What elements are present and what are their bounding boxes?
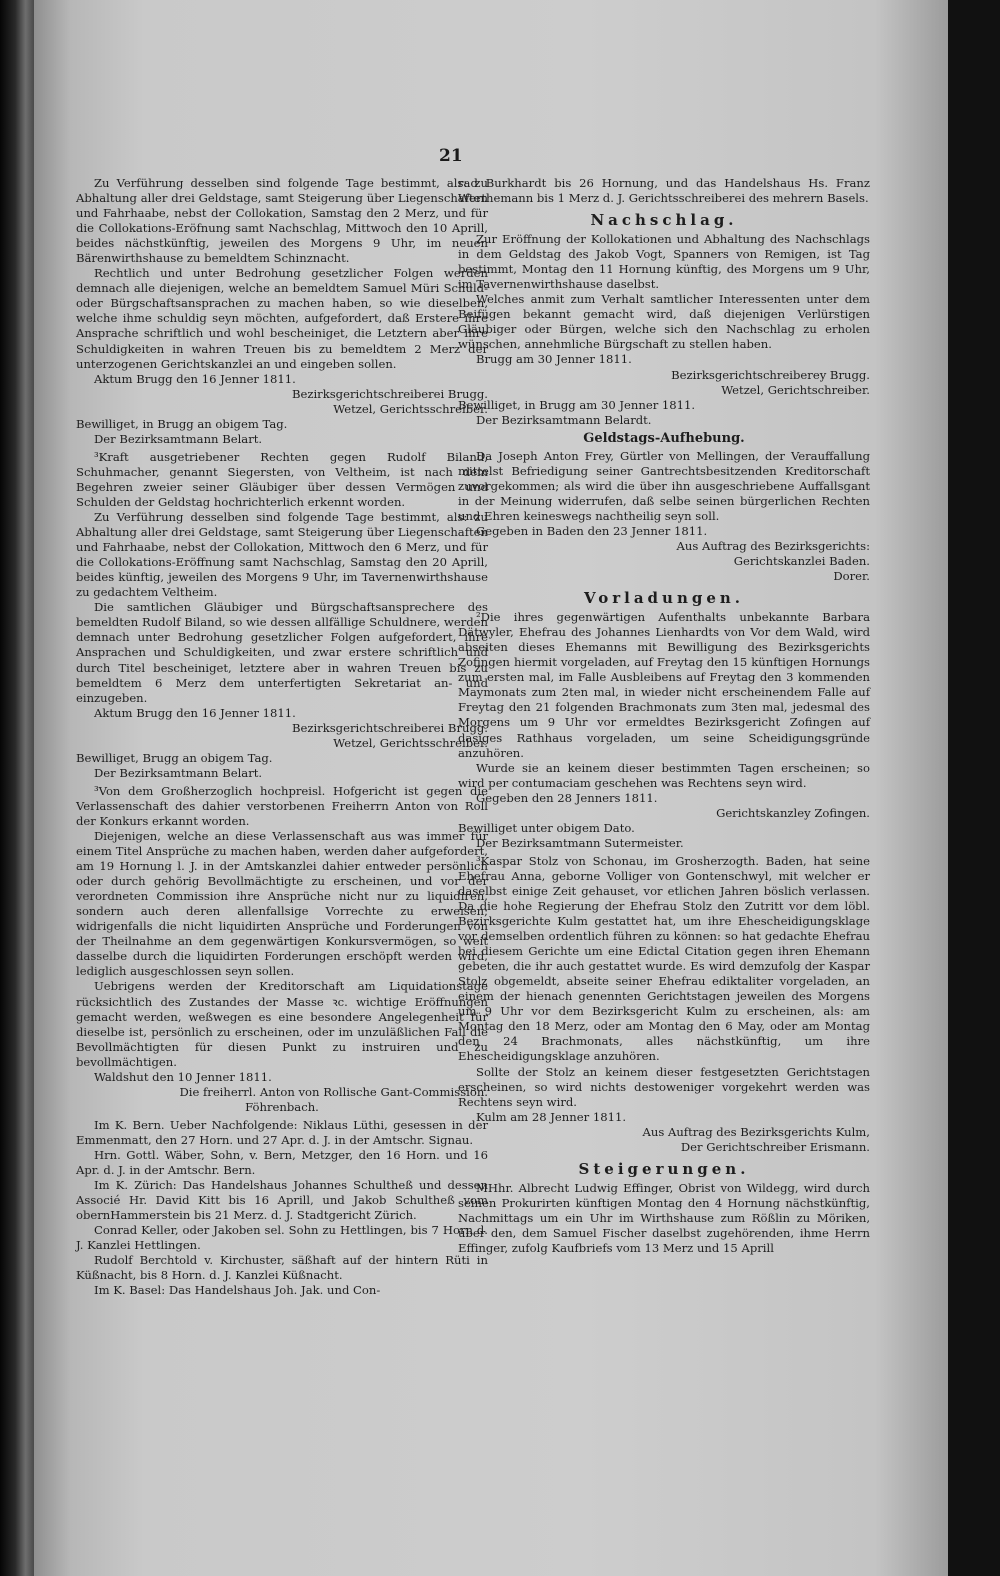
signature-line: Gerichtskanzley Zofingen. (716, 805, 870, 820)
date-line: Brugg am 30 Jenner 1811. (476, 352, 632, 367)
signature-line: Aus Auftrag des Bezirksgerichts Kulm, (642, 1124, 870, 1139)
paragraph: Die samtlichen Gläubiger und Bürgschaftsansprechere des bemeldten Rudolf Biland, so wie dessen allfällige Schuldnere, werden demnach unter Bedrohung gesetzlicher Folgen aufgefordert, ihre Ansprachen und Schuldigkeiten, und zwar erstere schriftlich und durch Titel bescheiniget, letztere aber in wahren Treuen bis zu bemeldtem 6 Merz dem unterfertigten Sekretariat an- und einzugeben. (76, 600, 488, 705)
signature-line: Bezirksgerichtschreiberei Brugg. (291, 386, 488, 401)
paragraph: ³Kraft ausgetriebener Rechten gegen Rudolf Biland, Schuhmacher, genannt Siegersten, von Veltheim, ist nach dem Begehren zweier seiner Gläubiger über dessen Vermögen und Schulden der Geldstag hochrichterlich erkennt worden. (76, 449, 488, 509)
paragraph: Zu Verführung desselben sind folgende Tage bestimmt, als: zu Abhaltung aller drei Geldstage, samt Steigerung über Liegenschaften und Fahrhaabe, nebst der Collokation, Samstag den 2 Merz, und für die Collokations-Eröfnung samt Nachschlag, Mittwoch den 10 Aprill, beides nächstkünftig, jeweilen des Morgens 9 Uhr, im neuen Bärenwirthshause zu bemeldtem Schinznacht. (76, 176, 488, 266)
signature-line: Die freiherrl. Anton von Rollische Gant-Commission. (179, 1084, 488, 1099)
notice-entry: Im K. Bern. Ueber Nachfolgende: Niklaus Lüthi, gesessen in der Emmenmatt, den 27 Horn. und 27 Apr. d. J. in der Amtschr. Signau. (76, 1117, 488, 1147)
scan-left-edge (0, 0, 34, 1576)
paragraph: Diejenigen, welche an diese Verlassenschaft aus was immer für einem Titel Ansprüche zu machen haben, werden daher aufgefordert, am 19 Hornung l. J. in der Amtskanzlei dahier entweder persönlich oder durch gehörig Bevollmächtigte zu erscheinen, und vor der verordneten Commission ihre Ansprüche nicht nur zu liquidiren, sondern auch deren allenfallsige Vorrechte zu erweisen; widrigenfalls die nicht liquidirten Ansprüche und Forderungen von der Theilnahme an dem gegenwärtigen Konkursvermögen, so weit dasselbe durch die liquidirten Forderungen erschöpft werden wird, lediglich ausgeschlossen seyn sollen. (76, 829, 488, 979)
section-heading-nachschlag: Nachschlag. (590, 211, 738, 230)
signature-line: Wetzel, Gerichtsschreiber. (333, 735, 488, 750)
left-column (76, 176, 488, 1298)
date-line: Kulm am 28 Jenner 1811. (476, 1109, 627, 1124)
page-number: 21 (439, 146, 463, 166)
approval-line: Bewilliget, Brugg an obigem Tag. (76, 750, 273, 765)
date-line: Gegeben den 28 Jenners 1811. (476, 790, 658, 805)
notice-entry: Im K. Zürich: Das Handelshaus Johannes Schultheß und dessen Associé Hr. David Kitt bis 16 Aprill, und Jakob Schultheß vom obernHammerstein bis 21 Merz. d. J. Stadtgericht Zürich. (76, 1178, 488, 1223)
date-line: Gegeben in Baden den 23 Jenner 1811. (476, 523, 708, 538)
paragraph: Uebrigens werden der Kreditorschaft am Liquidationstage rücksichtlich des Zustandes der Masse ꝛc. wichtige Eröffnungen gemacht werden, weßwegen es eine besondere Angelegenheit für dieselbe ist, persönlich zu erscheinen, oder im unzuläßlichen Fall die Bevollmächtigten für diesen Punkt zu instruiren und zu bevollmächtigen. (76, 979, 488, 1069)
paragraph: ³Von dem Großherzoglich hochpreisl. Hofgericht ist gegen die Verlassenschaft des dahier verstorbenen Freiherrn Anton von Roll der Konkurs erkannt worden. (76, 783, 488, 828)
approval-line: Bewilliget unter obigem Dato. (458, 820, 635, 835)
signature-line: Föhrenbach. (245, 1099, 319, 1114)
signature-line: Bezirksgerichtschreiberei Brugg. (291, 720, 488, 735)
section-heading-steigerungen: Steigerungen. (578, 1159, 750, 1178)
signature-line: Wetzel, Gerichtschreiber. (721, 382, 870, 397)
section-heading-vorladungen: Vorladungen. (583, 589, 745, 608)
signature-line: Der Bezirksamtmann Belart. (94, 765, 263, 780)
approval-line: Bewilliget, in Brugg an obigem Tag. (76, 416, 288, 431)
paragraph: rad Burkhardt bis 26 Hornung, und das Handelshaus Hs. Franz Werthemann bis 1 Merz d. J. Gerichtsschreiberei des mehrern Basels. (458, 176, 870, 206)
paragraph: Wurde sie an keinem dieser bestimmten Tagen erscheinen; so wird per contumaciam geschehen was Rechtens seyn wird. (458, 760, 870, 790)
signature-line: Der Bezirksamtmann Belardt. (476, 412, 652, 427)
signature-line: Der Bezirksamtmann Sutermeister. (476, 835, 684, 850)
paragraph: Da Joseph Anton Frey, Gürtler von Mellingen, der Verauffallung mittelst Befriedigung seiner Gantrechtsbesitzenden Kreditorschaft zuvorgekommen; als wird die über ihn ausgeschriebene Auffallsgant in der Meinung widerrufen, daß selbe seinen bürgerlichen Rechten und Ehren keineswegs nachtheilig seyn soll. (458, 448, 870, 523)
signature-line: Der Bezirksamtmann Belart. (94, 431, 263, 446)
approval-line: Bewilliget, in Brugg am 30 Jenner 1811. (458, 397, 696, 412)
signature-line: Aus Auftrag des Bezirksgerichts: (676, 538, 870, 553)
signature-line: Wetzel, Gerichtsschreiber. (333, 401, 488, 416)
signature-line: Der Gerichtschreiber Erismann. (680, 1139, 870, 1154)
paragraph: ³Kaspar Stolz von Schonau, im Grosherzogth. Baden, hat seine Ehefrau Anna, geborne Volliger von Gontenschwyl, mit welcher er daselbst einige Zeit gehauset, vor etlichen Jahren böslich verlassen. Da die hohe Regierung der Ehefrau Stolz den Zutritt vor dem löbl. Bezirksgerichte Kulm gestattet hat, um ihre Ehescheidigungsklage vor demselben ordentlich führen zu können: so hat gedachte Ehefrau bei diesem Gerichte um eine Edictal Citation gegen ihren Ehemann gebeten, die ihr auch gestattet wurde. Es wird demzufolg der Kaspar Stolz obgemeldt, abseite seiner Ehefrau ediktaliter vorgeladen, an einem der hienach genennten Gerichtstagen jeweilen des Morgens um 9 Uhr vor dem Bezirksgericht Kulm zu erscheinen, als: am Montag den 18 Merz, oder am Montag den 6 May, oder am Montag den 24 Brachmonats, alles nächstkünftig, um ihre Ehescheidigungsklage anzuhören. (458, 853, 870, 1064)
notice-entry: Rudolf Berchtold v. Kirchuster, säßhaft auf der hintern Rüti in Küßnacht, bis 8 Horn. d. J. Kanzlei Küßnacht. (76, 1253, 488, 1283)
right-column (458, 176, 870, 1256)
paragraph: Zur Eröffnung der Kollokationen und Abhaltung des Nachschlags in dem Geldstag des Jakob Vogt, Spanners von Remigen, ist Tag bestimmt, Montag den 11 Hornung künftig, des Morgens um 9 Uhr, im Tavernenwirthshause daselbst. (458, 232, 870, 292)
newspaper-page (34, 0, 948, 1576)
date-line: Waldshut den 10 Jenner 1811. (94, 1069, 272, 1084)
notice-entry: Conrad Keller, oder Jakoben sel. Sohn zu Hettlingen, bis 7 Horn d. J. Kanzlei Hettlingen. (76, 1223, 488, 1253)
paragraph: Zu Verführung desselben sind folgende Tage bestimmt, als: zu Abhaltung aller drei Geldstage, samt Steigerung über Liegenschaften und Fahrhaabe, nebst der Collokation, Mittwoch den 6 Merz, und für die Collokations-Eröffnung samt Nachschlag, Samstag den 20 Aprill, beides künftig, jeweilen des Morgens 9 Uhr, im Tavernenwirthshause zu gedachtem Veltheim. (76, 510, 488, 600)
signature-line: Gerichtskanzlei Baden. (733, 554, 870, 569)
paragraph: Sollte der Stolz an keinem dieser festgesetzten Gerichtstagen erscheinen, so wird nichts destoweniger vorgekehrt werden was Rechtens seyn wird. (458, 1064, 870, 1109)
paragraph: ²Die ihres gegenwärtigen Aufenthalts unbekannte Barbara Dätwyler, Ehefrau des Johannes Lienhardts von Vor dem Wald, wird abseiten dieses Ehemanns mit Bewilligung des Bezirksgerichts Zofingen hiermit vorgeladen, auf Freytag den 15 künftigen Hornungs zum ersten mal, im Falle Ausbleibens auf Freytag den 3 kommenden Maymonats zum 2ten mal, in wieder nicht erscheinendem Falle auf Freytag den 21 folgenden Brachmonats zum 3ten mal, jedesmal des Morgens um 9 Uhr vor ermeldtes Bezirksgericht Zofingen auf dasiges Rathhaus vorgeladen, um seine Scheidigungsgründe anzuhören. (458, 610, 870, 760)
date-line: Aktum Brugg den 16 Jenner 1811. (94, 371, 296, 386)
paragraph: Rechtlich und unter Bedrohung gesetzlicher Folgen werden demnach alle diejenigen, welche an bemeldtem Samuel Müri Schuld- oder Bürgschaftsansprachen zu machen haben, so wie dieselben, welche ihme schuldig seyn möchten, aufgefordert, daß Erstere ihre Ansprache schriftlich und wohl bescheiniget, die Letztern aber ihre Schuldigkeiten in wahren Treuen bis zu bemeldtem 2 Merz der unterzogenen Gerichtskanzlei an und eingeben sollen. (76, 266, 488, 371)
notice-entry: Hrn. Gottl. Wäber, Sohn, v. Bern, Metzger, den 16 Horn. und 16 Apr. d. J. in der Amtschr. Bern. (76, 1148, 488, 1178)
paragraph: MHhr. Albrecht Ludwig Effinger, Obrist von Wildegg, wird durch seinen Prokurirten künftigen Montag den 4 Hornung nächstkünftig, Nachmittags um ein Uhr im Wirthshause zum Rößlin zu Möriken, über den, dem Samuel Fischer daselbst zugehörenden, ihme Herrn Effinger, zufolg Kaufbriefs vom 13 Merz und 15 Aprill (458, 1180, 870, 1255)
section-heading-geldstag: Geldstags-Aufhebung. (583, 430, 745, 446)
signature-line: Dorer. (833, 569, 870, 584)
signature-line: Bezirksgerichtschreiberey Brugg. (671, 367, 870, 382)
paragraph: Welches anmit zum Verhalt samtlicher Interessenten unter dem Beifügen bekannt gemacht wird, daß diejenigen Verlürstigen Gläubiger oder Bürgen, welche sich den Nachschlag zu erholen wünschen, annehmliche Bürgschaft zu stellen haben. (458, 292, 870, 352)
notice-entry: Im K. Basel: Das Handelshaus Joh. Jak. und Con- (94, 1283, 381, 1298)
date-line: Aktum Brugg den 16 Jenner 1811. (94, 705, 296, 720)
